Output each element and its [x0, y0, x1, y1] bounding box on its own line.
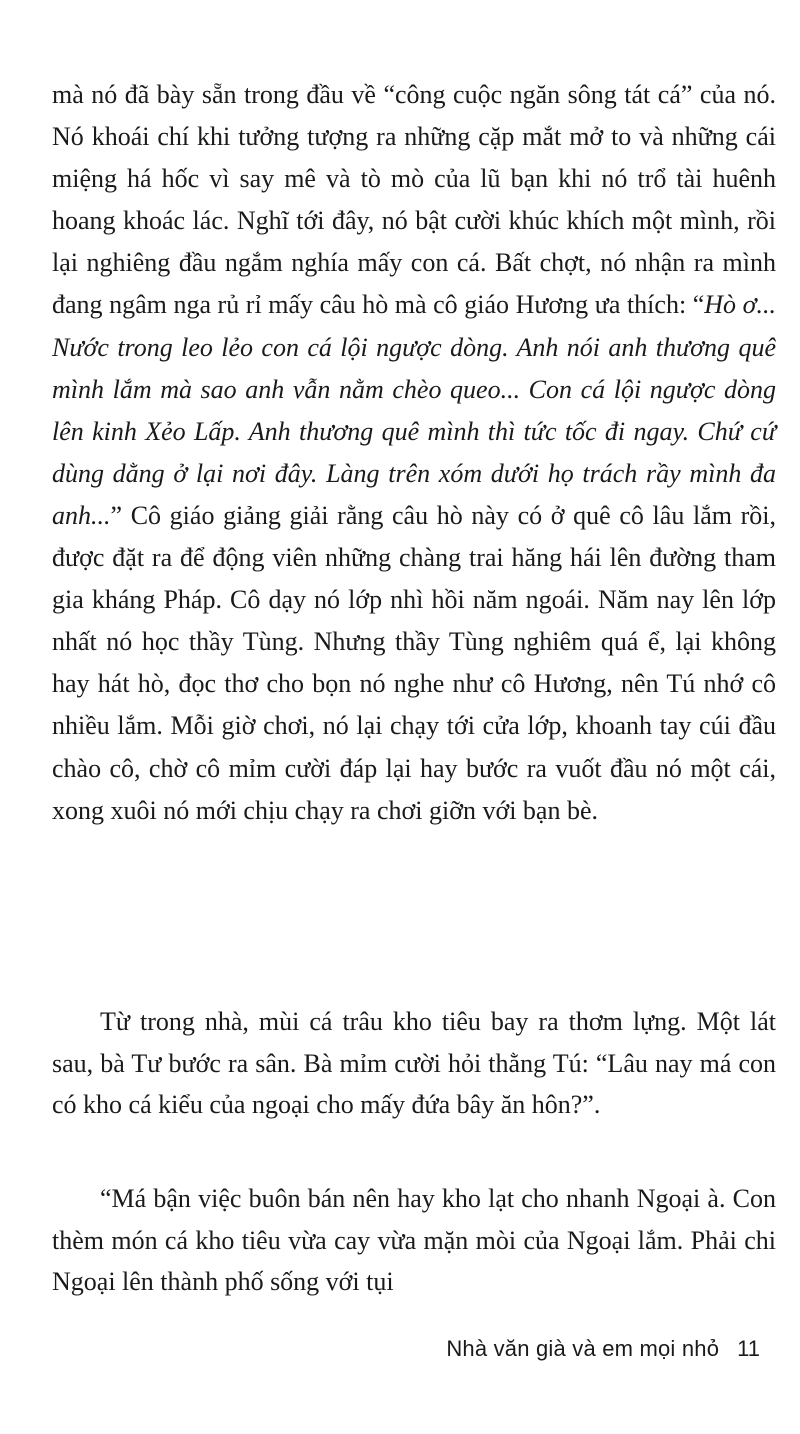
page-number: 11	[737, 1336, 760, 1361]
running-book-title: Nhà văn già và em mọi nhỏ	[446, 1336, 720, 1361]
page-footer	[446, 1336, 760, 1362]
paragraph-2: Từ trong nhà, mùi cá trâu kho tiêu bay ra thơm lựng. Một lát sau, bà Tư bước ra sân. Bà mỉm cười hỏi thằng Tú: “Lâu nay má con có kho cá kiểu của ngoại cho mấy đứa bây ăn hôn?”.	[52, 1007, 776, 1119]
paragraph-1-text-end: ” Cô giáo giảng giải rằng câu hò này có ở quê cô lâu lắm rồi, được đặt ra để động viên những chàng trai hăng hái lên đường tham gia kháng Pháp. Cô dạy nó lớp nhì hồi năm ngoái. Năm nay lên lớp nhất nó học thầy Tùng. Nhưng thầy Tùng nghiêm quá ể, lại không hay hát hò, đọc thơ cho bọn nó nghe như cô Hương, nên Tú nhớ cô nhiều lắm. Mỗi giờ chơi, nó lại chạy tới cửa lớp, khoanh tay cúi đầu chào cô, chờ cô mỉm cười đáp lại hay bước ra vuốt đầu nó một cái, xong xuôi nó mới chịu chạy ra chơi giỡn với bạn bè.	[52, 500, 776, 825]
paragraph-3: “Má bận việc buôn bán nên hay kho lạt cho nhanh Ngoại à. Con thèm món cá kho tiêu vừa cay vừa mặn mòi của Ngoại lắm. Phải chi Ngoại lên thành phố sống với tụi	[52, 1184, 776, 1296]
paragraph-1-text-start: mà nó đã bày sẵn trong đầu về “công cuộc ngăn sông tát cá” của nó. Nó khoái chí khi tưởng tượng ra những cặp mắt mở to và những cái miệng há hốc vì say mê và tò mò của lũ bạn khi nó trổ tài huênh hoang khoác lác. Nghĩ tới đây, nó bật cười khúc khích một mình, rồi lại nghiêng đầu ngắm nghía mấy con cá. Bất chợt, nó nhận ra mình đang ngâm nga rủ rỉ mấy câu hò mà cô giáo Hương ưa thích: “	[52, 80, 776, 320]
paragraph-1	[52, 74, 776, 832]
folk-song-quote: Hò ơ... Nước trong leo lẻo con cá lội ngược dòng. Anh nói anh thương quê mình lắm mà sao anh vẫn nằm chèo queo... Con cá lội ngược dòng lên kinh Xẻo Lấp. Anh thương quê mình thì tức tốc đi ngay. Chứ cứ dùng dằng ở lại nơi đây. Làng trên xóm dưới họ trách rầy mình đa anh...	[52, 290, 777, 530]
